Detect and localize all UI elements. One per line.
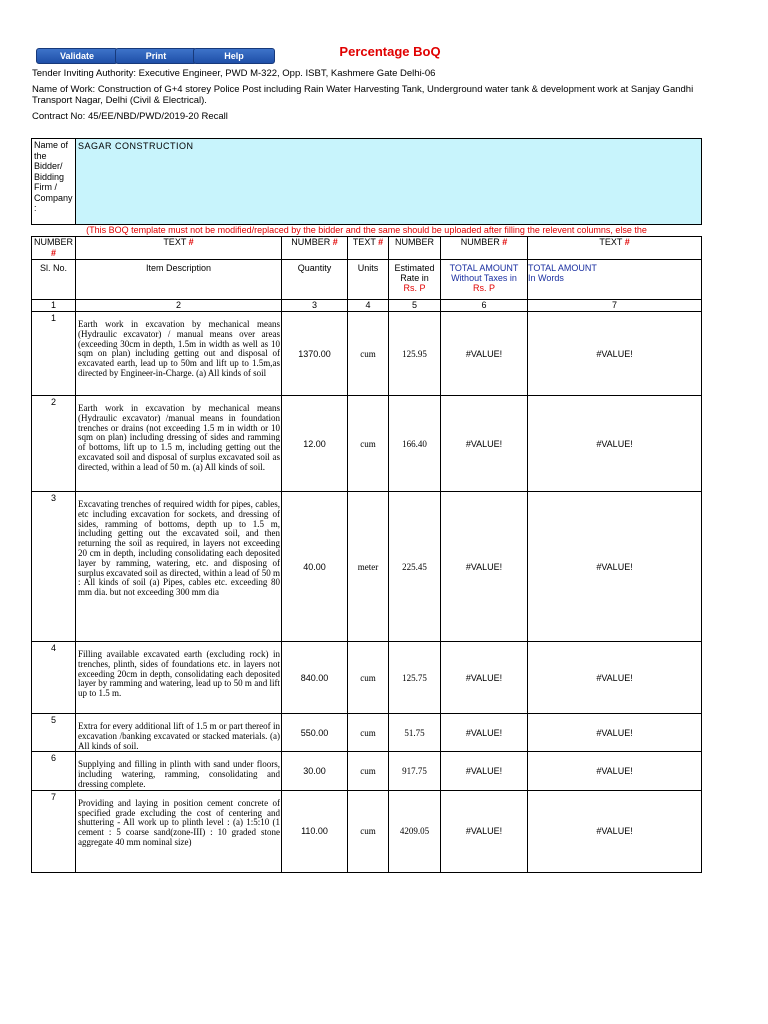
column-number: 6 — [441, 300, 528, 312]
table-row — [32, 752, 702, 790]
type-hash: # — [378, 237, 384, 247]
page-title: Percentage BoQ — [339, 44, 441, 59]
sl-number: 5 — [32, 714, 76, 752]
amount-in-words: #VALUE! — [528, 312, 702, 396]
total-amount: #VALUE! — [441, 642, 528, 714]
column-number: 5 — [389, 300, 441, 312]
name-of-work: Name of Work: Construction of G+4 storey Police Post including Rain Water Harvesting Tank, Underground water tank & development work at Sanjay Gandhi Transport Nagar, Delhi (Civil & Electrical). — [32, 84, 694, 106]
amount-in-words: #VALUE! — [528, 396, 702, 492]
amount-in-words: #VALUE! — [528, 714, 702, 752]
type-cell — [441, 237, 528, 260]
header-total-line2: Without Taxes in — [451, 273, 517, 283]
table-row — [32, 642, 702, 714]
item-description: Extra for every additional lift of 1.5 m or part thereof in excavation /banking excavated or stacked materials. (a) All kinds of soil. — [76, 714, 282, 752]
header-amount-words — [528, 260, 702, 300]
sl-number: 3 — [32, 492, 76, 642]
sl-number: 2 — [32, 396, 76, 492]
column-number: 4 — [348, 300, 389, 312]
type-cell — [389, 237, 441, 260]
type-label: NUMBER — [394, 237, 434, 247]
quantity: 12.00 — [282, 396, 348, 492]
column-number: 7 — [528, 300, 702, 312]
quantity: 40.00 — [282, 492, 348, 642]
item-description: Filling available excavated earth (excluding rock) in trenches, plinth, sides of foundations etc. in layers not exceeding 20cm in depth, consolidating each deposited layer by ramming and watering, lead up to 50 m and lift up to 1.5 m. — [76, 642, 282, 714]
total-amount: #VALUE! — [441, 752, 528, 790]
column-number: 2 — [76, 300, 282, 312]
table-row — [32, 312, 702, 396]
header-units: Units — [348, 260, 389, 300]
header-description: Item Description — [76, 260, 282, 300]
type-cell — [528, 237, 702, 260]
estimated-rate[interactable]: 166.40 — [389, 396, 441, 492]
sl-number: 6 — [32, 752, 76, 790]
sl-number: 1 — [32, 312, 76, 396]
table-row — [32, 492, 702, 642]
total-amount: #VALUE! — [441, 790, 528, 872]
estimated-rate[interactable]: 225.45 — [389, 492, 441, 642]
contract-number: Contract No: 45/EE/NBD/PWD/2019-20 Recall — [32, 111, 228, 122]
type-hash: # — [624, 237, 630, 247]
column-number: 1 — [32, 300, 76, 312]
type-hash: # — [188, 237, 194, 247]
header-row — [32, 260, 702, 300]
warning-row — [32, 225, 702, 237]
bidder-label: Name of the Bidder/ Bidding Firm / Company : — [32, 139, 76, 225]
header-quantity: Quantity — [282, 260, 348, 300]
type-label: NUMBER — [33, 237, 73, 247]
estimated-rate[interactable]: 125.95 — [389, 312, 441, 396]
type-cell — [76, 237, 282, 260]
quantity: 1370.00 — [282, 312, 348, 396]
help-button[interactable]: Help — [193, 48, 275, 64]
units: cum — [348, 790, 389, 872]
boq-table — [31, 138, 702, 873]
quantity: 840.00 — [282, 642, 348, 714]
units: cum — [348, 396, 389, 492]
header-words-line2: In Words — [528, 273, 564, 283]
item-description: Earth work in excavation by mechanical means (Hydraulic excavator) /manual means in foundation trenches or drains (not exceeding 1.5 m in width or 10 sqm on plan) including dressing of sides and ramming of bottoms, lift up to 1.5 m, including getting out the excavated soil and disposal of surplus excavated soil as directed, within a lead of 50 m. (a) All kinds of soil. — [76, 396, 282, 492]
type-hash: # — [332, 237, 338, 247]
table-row — [32, 714, 702, 752]
units: cum — [348, 642, 389, 714]
item-description: Providing and laying in position cement concrete of specified grade excluding the cost of centering and shuttering - All work up to plinth level : (a) 1:5:10 (1 cement : 5 coarse sand(zone-III) : 10 graded stone aggregate 40 mm nominal size) — [76, 790, 282, 872]
type-cell — [282, 237, 348, 260]
type-cell — [32, 237, 76, 260]
column-number-row — [32, 300, 702, 312]
header-est-line1: Estimated Rate in — [394, 263, 435, 283]
type-label: NUMBER — [460, 237, 500, 247]
header-est-line2: Rs. P — [403, 283, 426, 293]
column-number: 3 — [282, 300, 348, 312]
units: cum — [348, 752, 389, 790]
estimated-rate[interactable]: 4209.05 — [389, 790, 441, 872]
quantity: 550.00 — [282, 714, 348, 752]
table-row — [32, 790, 702, 872]
total-amount: #VALUE! — [441, 312, 528, 396]
amount-in-words: #VALUE! — [528, 790, 702, 872]
header-sl: Sl. No. — [32, 260, 76, 300]
sl-number: 7 — [32, 790, 76, 872]
print-button[interactable]: Print — [115, 48, 197, 64]
tender-authority: Tender Inviting Authority: Executive Engineer, PWD M-322, Opp. ISBT, Kashmere Gate Delhi-06 — [32, 68, 436, 79]
header-total-line1: TOTAL AMOUNT — [449, 263, 519, 273]
type-cell — [348, 237, 389, 260]
template-warning: (This BOQ template must not be modified/replaced by the bidder and the same should be uploaded after filling the relevent columns, else the — [32, 225, 702, 237]
units: cum — [348, 312, 389, 396]
table-row — [32, 396, 702, 492]
quantity: 110.00 — [282, 790, 348, 872]
item-description: Excavating trenches of required width for pipes, cables, etc including excavation for sockets, and dressing of sides, ramming of bottoms, depth up to 1.5 m, including getting out the excavated soil, and then returning the soil as required, in layers not exceeding 20 cm in depth, including consolidating each deposited layer by ramming, watering, etc. and disposing of surplus excavated soil as directed, within a lead of 50 m : All kinds of soil (a) Pipes, cables etc. exceeding 80 mm dia. but not exceeding 300 mm dia — [76, 492, 282, 642]
estimated-rate[interactable]: 125.75 — [389, 642, 441, 714]
total-amount: #VALUE! — [441, 396, 528, 492]
validate-button[interactable]: Validate — [36, 48, 118, 64]
units: cum — [348, 714, 389, 752]
type-label: TEXT — [163, 237, 187, 247]
header-total-amount — [441, 260, 528, 300]
estimated-rate[interactable]: 917.75 — [389, 752, 441, 790]
header-total-line3: Rs. P — [472, 283, 495, 293]
amount-in-words: #VALUE! — [528, 752, 702, 790]
header-estimated-rate — [389, 260, 441, 300]
item-rows — [32, 312, 702, 873]
bidder-name-field[interactable]: SAGAR CONSTRUCTION — [76, 139, 702, 225]
amount-in-words: #VALUE! — [528, 642, 702, 714]
type-hash: # — [50, 248, 56, 258]
type-label: TEXT — [599, 237, 623, 247]
bidder-row — [32, 139, 702, 225]
total-amount: #VALUE! — [441, 492, 528, 642]
item-description: Earth work in excavation by mechanical means (Hydraulic excavator) / manual means over areas (exceeding 30cm in depth, 1.5m in width as well as 10 sqm on plan) including getting out and disposal of excavated earth, lead up to 50m and lift up to 1.5m,as directed by Engineer-in-Charge. (a) All kinds of soil — [76, 312, 282, 396]
type-label: NUMBER — [291, 237, 331, 247]
total-amount: #VALUE! — [441, 714, 528, 752]
quantity: 30.00 — [282, 752, 348, 790]
units: meter — [348, 492, 389, 642]
type-hash: # — [502, 237, 508, 247]
item-description: Supplying and filling in plinth with sand under floors, including watering, ramming, consolidating and dressing complete. — [76, 752, 282, 790]
amount-in-words: #VALUE! — [528, 492, 702, 642]
type-label: TEXT — [352, 237, 376, 247]
header-words-line1: TOTAL AMOUNT — [528, 263, 597, 273]
type-row — [32, 237, 702, 260]
sl-number: 4 — [32, 642, 76, 714]
estimated-rate[interactable]: 51.75 — [389, 714, 441, 752]
